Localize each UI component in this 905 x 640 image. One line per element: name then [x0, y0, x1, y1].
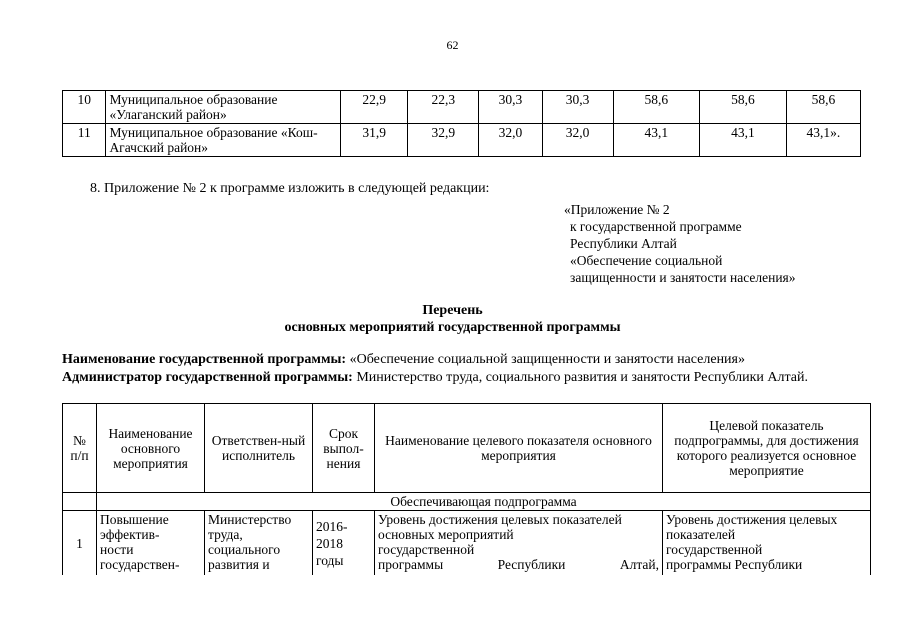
- value-cell: 32,0: [542, 124, 613, 157]
- name-line: Агачский район»: [109, 140, 209, 155]
- cell-line: 2018: [316, 535, 343, 551]
- word: Алтай,: [619, 557, 659, 572]
- header-indicator: Наименование целевого показателя основного мероприятия: [375, 404, 663, 493]
- appendix-line: защищенности и занятости населения»: [570, 270, 796, 285]
- title-line: Перечень: [422, 303, 483, 318]
- cell-line: труда,: [208, 527, 243, 542]
- cell-line: Министерство: [208, 512, 292, 527]
- page-number: 62: [446, 38, 459, 52]
- header-target: Целевой показатель подпрограммы, для достижения которого реализуется основное мероприятие: [663, 404, 871, 493]
- title-line: основных мероприятий государственной программы: [284, 320, 621, 335]
- row-number: 10: [63, 91, 106, 124]
- cell-line: государственной: [378, 542, 475, 557]
- municipality-name: [106, 91, 341, 124]
- row-number: 1: [63, 511, 97, 576]
- value-cell: 32,9: [408, 124, 479, 157]
- empty-cell: [63, 493, 97, 511]
- value-cell: 32,0: [479, 124, 542, 157]
- value-cell: 43,1: [613, 124, 700, 157]
- value-cell: 30,3: [542, 91, 613, 124]
- appendix-line: к государственной программе: [570, 219, 742, 234]
- document-title: [0, 302, 905, 336]
- cell-line: ности: [100, 542, 134, 557]
- executor: [205, 511, 313, 576]
- appendix-line: Республики Алтай: [570, 236, 677, 251]
- cell-line: социального: [208, 542, 281, 557]
- name-line: «Улаганский район»: [109, 107, 227, 122]
- value-cell: 58,6: [700, 91, 787, 124]
- value-cell: 43,1».: [786, 124, 860, 157]
- cell-line: развития и: [208, 557, 270, 572]
- cell-line: Уровень достижения целевых: [666, 512, 838, 527]
- administrator-label: Администратор государственной программы:: [62, 370, 353, 385]
- name-line: Муниципальное образованиe: [109, 92, 278, 107]
- value-cell: 58,6: [613, 91, 700, 124]
- value-cell: 22,3: [408, 91, 479, 124]
- table-row: [63, 124, 861, 157]
- program-name-label: Наименование государственной программы:: [62, 352, 347, 367]
- cell-line: 2016-: [316, 518, 348, 534]
- value-cell: 22,9: [341, 91, 408, 124]
- cell-line: годы: [316, 552, 344, 568]
- target-indicator: [663, 511, 871, 576]
- cell-line: показателей: [666, 527, 736, 542]
- table-row: [63, 511, 871, 576]
- program-name: [62, 352, 862, 368]
- cell-line: Повышение: [100, 512, 169, 527]
- header-activity-name: Наименование основного мероприятия: [97, 404, 205, 493]
- program-administrator: [62, 370, 862, 386]
- header-executor: Ответствен-ный исполнитель: [205, 404, 313, 493]
- subprogram-title: Обеспечивающая подпрограмма: [97, 493, 871, 511]
- name-line: Муниципальное образование «Кош-: [109, 125, 318, 140]
- cell-line: государствен-: [100, 557, 180, 572]
- cell-line: программы Республики: [666, 557, 803, 572]
- cell-line: государственной: [666, 542, 763, 557]
- appendix-line: «Обеспечение социальной: [570, 253, 723, 268]
- administrator-value: Министерство труда, социального развития и занятости Республики Алтай.: [352, 370, 809, 385]
- row-number: 11: [63, 124, 106, 157]
- value-cell: 58,6: [786, 91, 860, 124]
- cell-line: основных мероприятий: [378, 527, 514, 542]
- municipality-name: [106, 124, 341, 157]
- program-name-value: «Обеспечение социальной защищенности и занятости населения»: [346, 352, 745, 367]
- cell-line: эффектив-: [100, 527, 160, 542]
- value-cell: 31,9: [341, 124, 408, 157]
- appendix-header: [564, 201, 796, 286]
- word: Республики: [497, 557, 566, 572]
- activity-name: [97, 511, 205, 576]
- word: программы: [378, 557, 444, 572]
- cell-line: [378, 557, 659, 572]
- header-num: № п/п: [63, 404, 97, 493]
- indicator-values-table: [62, 90, 861, 157]
- indicator: [375, 511, 663, 576]
- item-8-text: 8. Приложение № 2 к программе изложить в следующей редакции:: [90, 181, 490, 196]
- header-term: Срок выпол-нения: [313, 404, 375, 493]
- table-row: [63, 91, 861, 124]
- cell-line: Уровень достижения целевых показателей: [378, 512, 622, 527]
- activities-table: [62, 403, 871, 575]
- value-cell: 30,3: [479, 91, 542, 124]
- term: [313, 511, 375, 576]
- value-cell: 43,1: [700, 124, 787, 157]
- appendix-line: «Приложение № 2: [564, 202, 670, 217]
- table-header-row: [63, 404, 871, 493]
- subprogram-row: [63, 493, 871, 511]
